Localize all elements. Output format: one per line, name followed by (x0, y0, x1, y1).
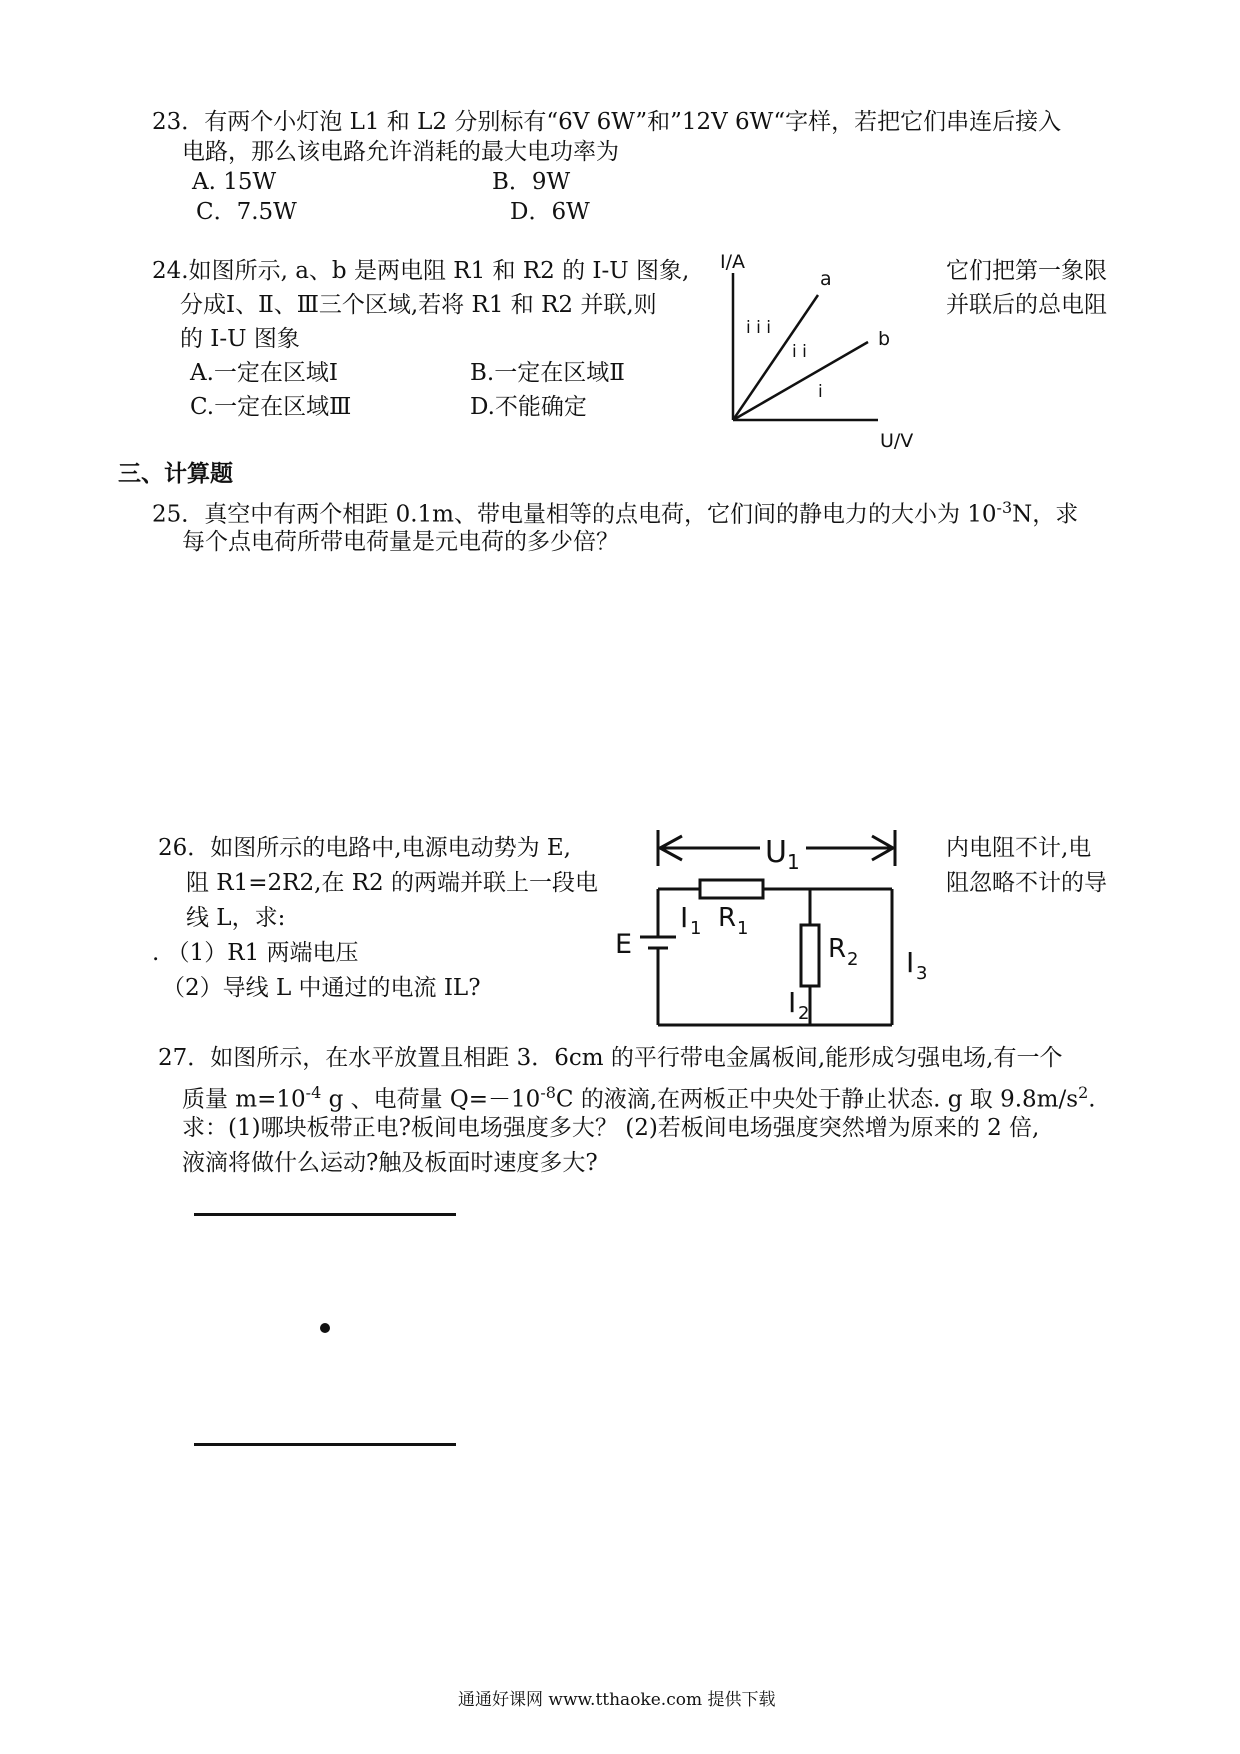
q24-line2-right: 并联后的总电阻 (946, 292, 1107, 318)
region-3-label: i i i (746, 318, 771, 338)
bottom-plate (194, 1443, 456, 1446)
r2-resistor (801, 925, 819, 986)
region-1-label: i (818, 382, 823, 402)
q23-option-c: C．7.5W (196, 199, 297, 225)
r2-label: R (828, 934, 847, 964)
r1-label: R (718, 903, 737, 933)
q27-charge-exponent: -8 (540, 1083, 556, 1102)
q24-line1: 24.如图所示, a、b 是两电阻 R1 和 R2 的 I-U 图象, (152, 258, 690, 284)
iu-graph (700, 245, 930, 455)
q24-option-b: B.一定在区域Ⅱ (470, 360, 625, 386)
q24-option-c: C.一定在区域Ⅲ (190, 394, 352, 420)
u1-label: U (765, 835, 787, 870)
q25-line1-end: N，求 (1012, 501, 1079, 528)
i2-label: I (788, 986, 797, 1019)
q27-line1: 27．如图所示，在水平放置且相距 3．6cm 的平行带电金属板间,能形成匀强电场,有一个 (158, 1045, 1063, 1071)
q25-exponent: -3 (996, 498, 1013, 517)
q27-line3: 求：(1)哪块板带正电?板间电场强度多大？ (2)若板间电场强度突然增为原来的 2 倍, (182, 1115, 1040, 1141)
i3-label: I (906, 946, 915, 979)
q26-line1: 26．如图所示的电路中,电源电动势为 E, (158, 835, 571, 861)
q23-option-d: D．6W (510, 199, 590, 225)
q27-line2-end: . (1088, 1086, 1096, 1113)
region-2-label: i i (792, 342, 807, 362)
q24-option-d: D.不能确定 (470, 394, 587, 420)
q26-line2-right: 阻忽略不计的导 (946, 870, 1107, 896)
droplet (320, 1323, 330, 1333)
q25-line1 (152, 493, 1078, 530)
q24-line1-right: 它们把第一象限 (946, 258, 1107, 284)
i2-sub: 2 (798, 1003, 810, 1024)
q26-line1-right: 内电阻不计,电 (946, 835, 1092, 861)
q27-mass-text: 质量 m=10 (182, 1086, 306, 1113)
line-a-label: a (820, 268, 832, 290)
u1-sub: 1 (787, 850, 800, 874)
q23-line2: 电路，那么该电路允许消耗的最大电功率为 (182, 139, 619, 165)
i1-label: I (680, 901, 689, 934)
q25-line1-text: 25．真空中有两个相距 0.1m、带电量相等的点电荷，它们间的静电力的大小为 10 (152, 501, 997, 528)
r1-sub: 1 (737, 918, 749, 939)
footer-text: 通通好课网 www.tthaoke.com 提供下载 (458, 1690, 776, 1710)
line-b-label: b (878, 328, 891, 350)
q27-g-exponent: 2 (1078, 1083, 1089, 1102)
q27-line2 (182, 1078, 1096, 1115)
q27-line4: 液滴将做什么运动?触及板面时速度多大? (182, 1150, 598, 1176)
q26-line5: （2）导线 L 中通过的电流 IL? (162, 975, 481, 1001)
i3-sub: 3 (916, 963, 928, 984)
top-plate (194, 1213, 456, 1216)
q26-line4: . （1）R1 两端电压 (152, 940, 359, 966)
q27-g-text: C 的液滴,在两板正中央处于静止状态. g 取 9.8m/s (555, 1086, 1079, 1113)
x-axis-label: U/V (880, 430, 914, 452)
e-label: E (615, 929, 633, 960)
i1-sub: 1 (690, 918, 702, 939)
y-axis-label: I/A (720, 251, 746, 273)
circuit-diagram (610, 822, 935, 1042)
q24-line2: 分成Ⅰ、Ⅱ、Ⅲ三个区域,若将 R1 和 R2 并联,则 (180, 292, 657, 318)
q23-line1: 23．有两个小灯泡 L1 和 L2 分别标有“6V 6W”和”12V 6W“字样，若把它们串连后接入 (152, 109, 1062, 135)
q23-option-b: B．9W (492, 169, 571, 195)
r2-sub: 2 (847, 949, 859, 970)
q24-option-a: A.一定在区域Ⅰ (190, 360, 339, 386)
q27-charge-text: g 、电荷量 Q=－10 (321, 1086, 541, 1113)
q26-line3: 线 L，求: (186, 905, 286, 931)
section-title: 三、计算题 (118, 460, 233, 487)
r1-resistor (700, 880, 763, 898)
q23-option-a: A. 15W (192, 169, 277, 195)
q25-line2: 每个点电荷所带电荷量是元电荷的多少倍？ (182, 529, 619, 555)
q27-mass-exponent: -4 (305, 1083, 322, 1102)
q26-line2: 阻 R1=2R2,在 R2 的两端并联上一段电 (186, 870, 599, 896)
q24-line3: 的 I-U 图象 (180, 326, 300, 352)
